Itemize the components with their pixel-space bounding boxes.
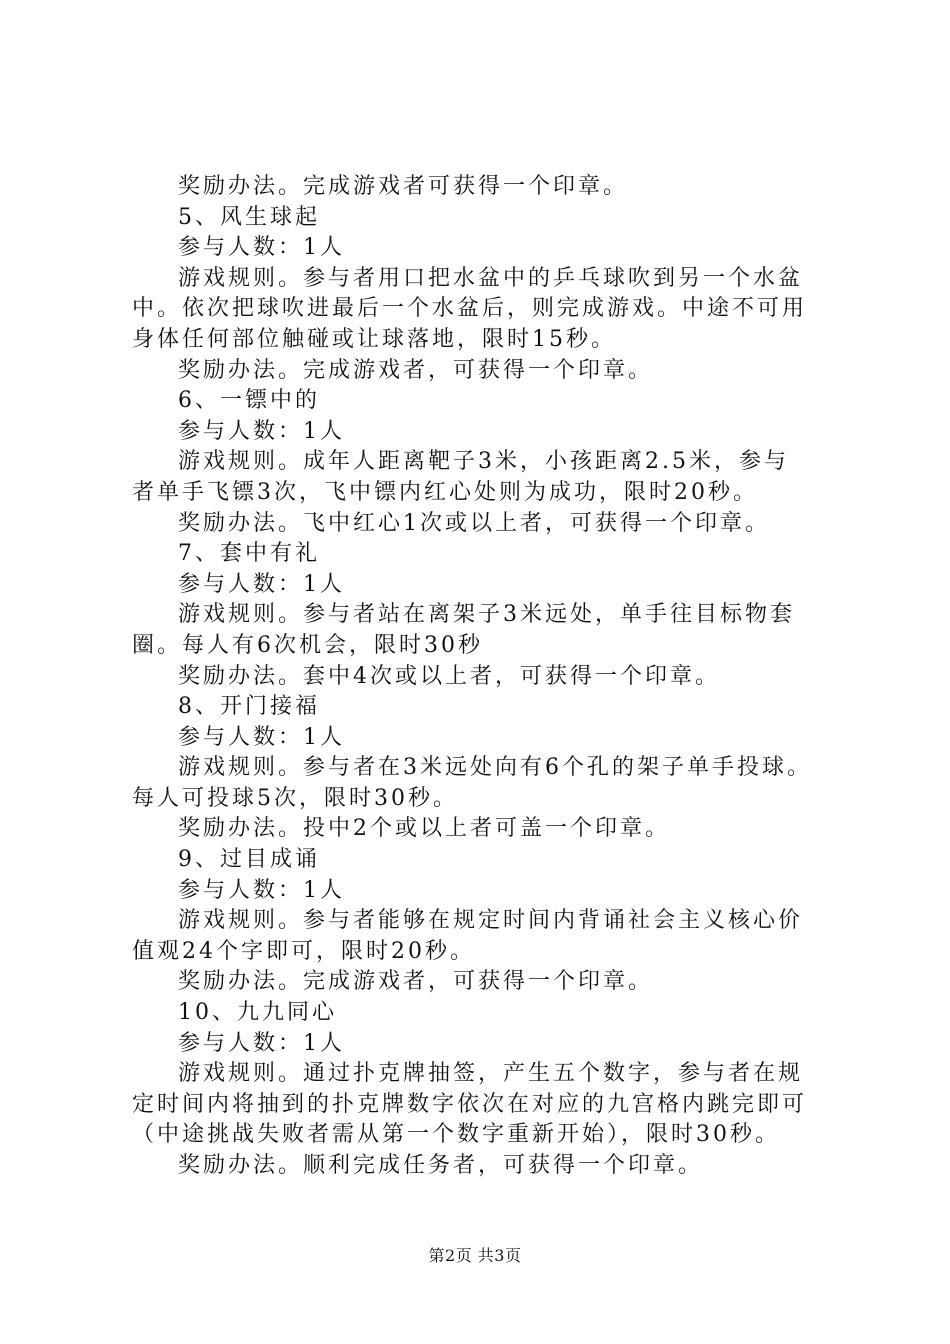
text-line: 定时间内将抽到的扑克牌数字依次在对应的九宫格内跳完即可: [132, 1091, 808, 1117]
text-line: 游戏规则。参与者用口把水盆中的乒乓球吹到另一个水盆: [178, 265, 804, 291]
text-line: 奖励办法。完成游戏者可获得一个印章。: [178, 174, 629, 199]
text-line: 值观24个字即可，限时20秒。: [132, 938, 475, 964]
text-line: 游戏规则。参与者能够在规定时间内背诵社会主义核心价: [178, 908, 804, 934]
text-line: 奖励办法。完成游戏者，可获得一个印章。: [178, 357, 654, 383]
text-line: 参与人数：1人: [178, 235, 345, 261]
text-line: 每人可投球5次，限时30秒。: [132, 785, 458, 811]
section-heading: 7、套中有礼: [178, 541, 320, 567]
text-line: 者单手飞镖3次，飞中镖内红心处则为成功，限时20秒。: [132, 479, 758, 505]
document-body: [132, 172, 832, 1182]
text-line: （中途挑战失败者需从第一个数字重新开始），限时30秒。: [132, 1122, 780, 1148]
text-line: 奖励办法。顺利完成任务者，可获得一个印章。: [178, 1153, 704, 1178]
text-line: 游戏规则。参与者站在离架子3米远处，单手往目标物套: [178, 602, 795, 628]
page-number: 第2页 共3页: [428, 1246, 522, 1265]
text-line: 圈。每人有6次机会，限时30秒: [132, 632, 483, 658]
section-heading: 6、一镖中的: [178, 388, 320, 414]
text-line: 奖励办法。完成游戏者，可获得一个印章。: [178, 969, 654, 995]
text-line: 参与人数：1人: [178, 571, 345, 597]
section-heading: 5、风生球起: [178, 204, 320, 230]
text-line: 游戏规则。成年人距离靶子3米，小孩距离2.5米，参与: [178, 449, 789, 475]
text-line: 参与人数：1人: [178, 877, 345, 903]
section-heading: 9、过目成诵: [178, 847, 320, 873]
text-line: 参与人数：1人: [178, 724, 345, 750]
text-line: 游戏规则。通过扑克牌抽签，产生五个数字，参与者在规: [178, 1061, 804, 1087]
text-line: 奖励办法。套中4次或以上者，可获得一个印章。: [178, 663, 720, 689]
section-heading: 8、开门接福: [178, 694, 320, 720]
text-line: 中。依次把球吹进最后一个水盆后，则完成游戏。中途不可用: [132, 296, 808, 322]
text-line: 奖励办法。飞中红心1次或以上者，可获得一个印章。: [178, 510, 770, 536]
text-line: 参与人数：1人: [178, 1030, 345, 1056]
text-line: 身体任何部位触碰或让球落地，限时15秒。: [132, 326, 616, 352]
section-heading: 10、九九同心: [178, 1000, 337, 1026]
page-footer: [0, 1243, 950, 1266]
text-line: 参与人数：1人: [178, 418, 345, 444]
text-line: 游戏规则。参与者在3米远处向有6个孔的架子单手投球。: [178, 755, 812, 781]
text-line: 奖励办法。投中2个或以上者可盖一个印章。: [178, 816, 670, 842]
